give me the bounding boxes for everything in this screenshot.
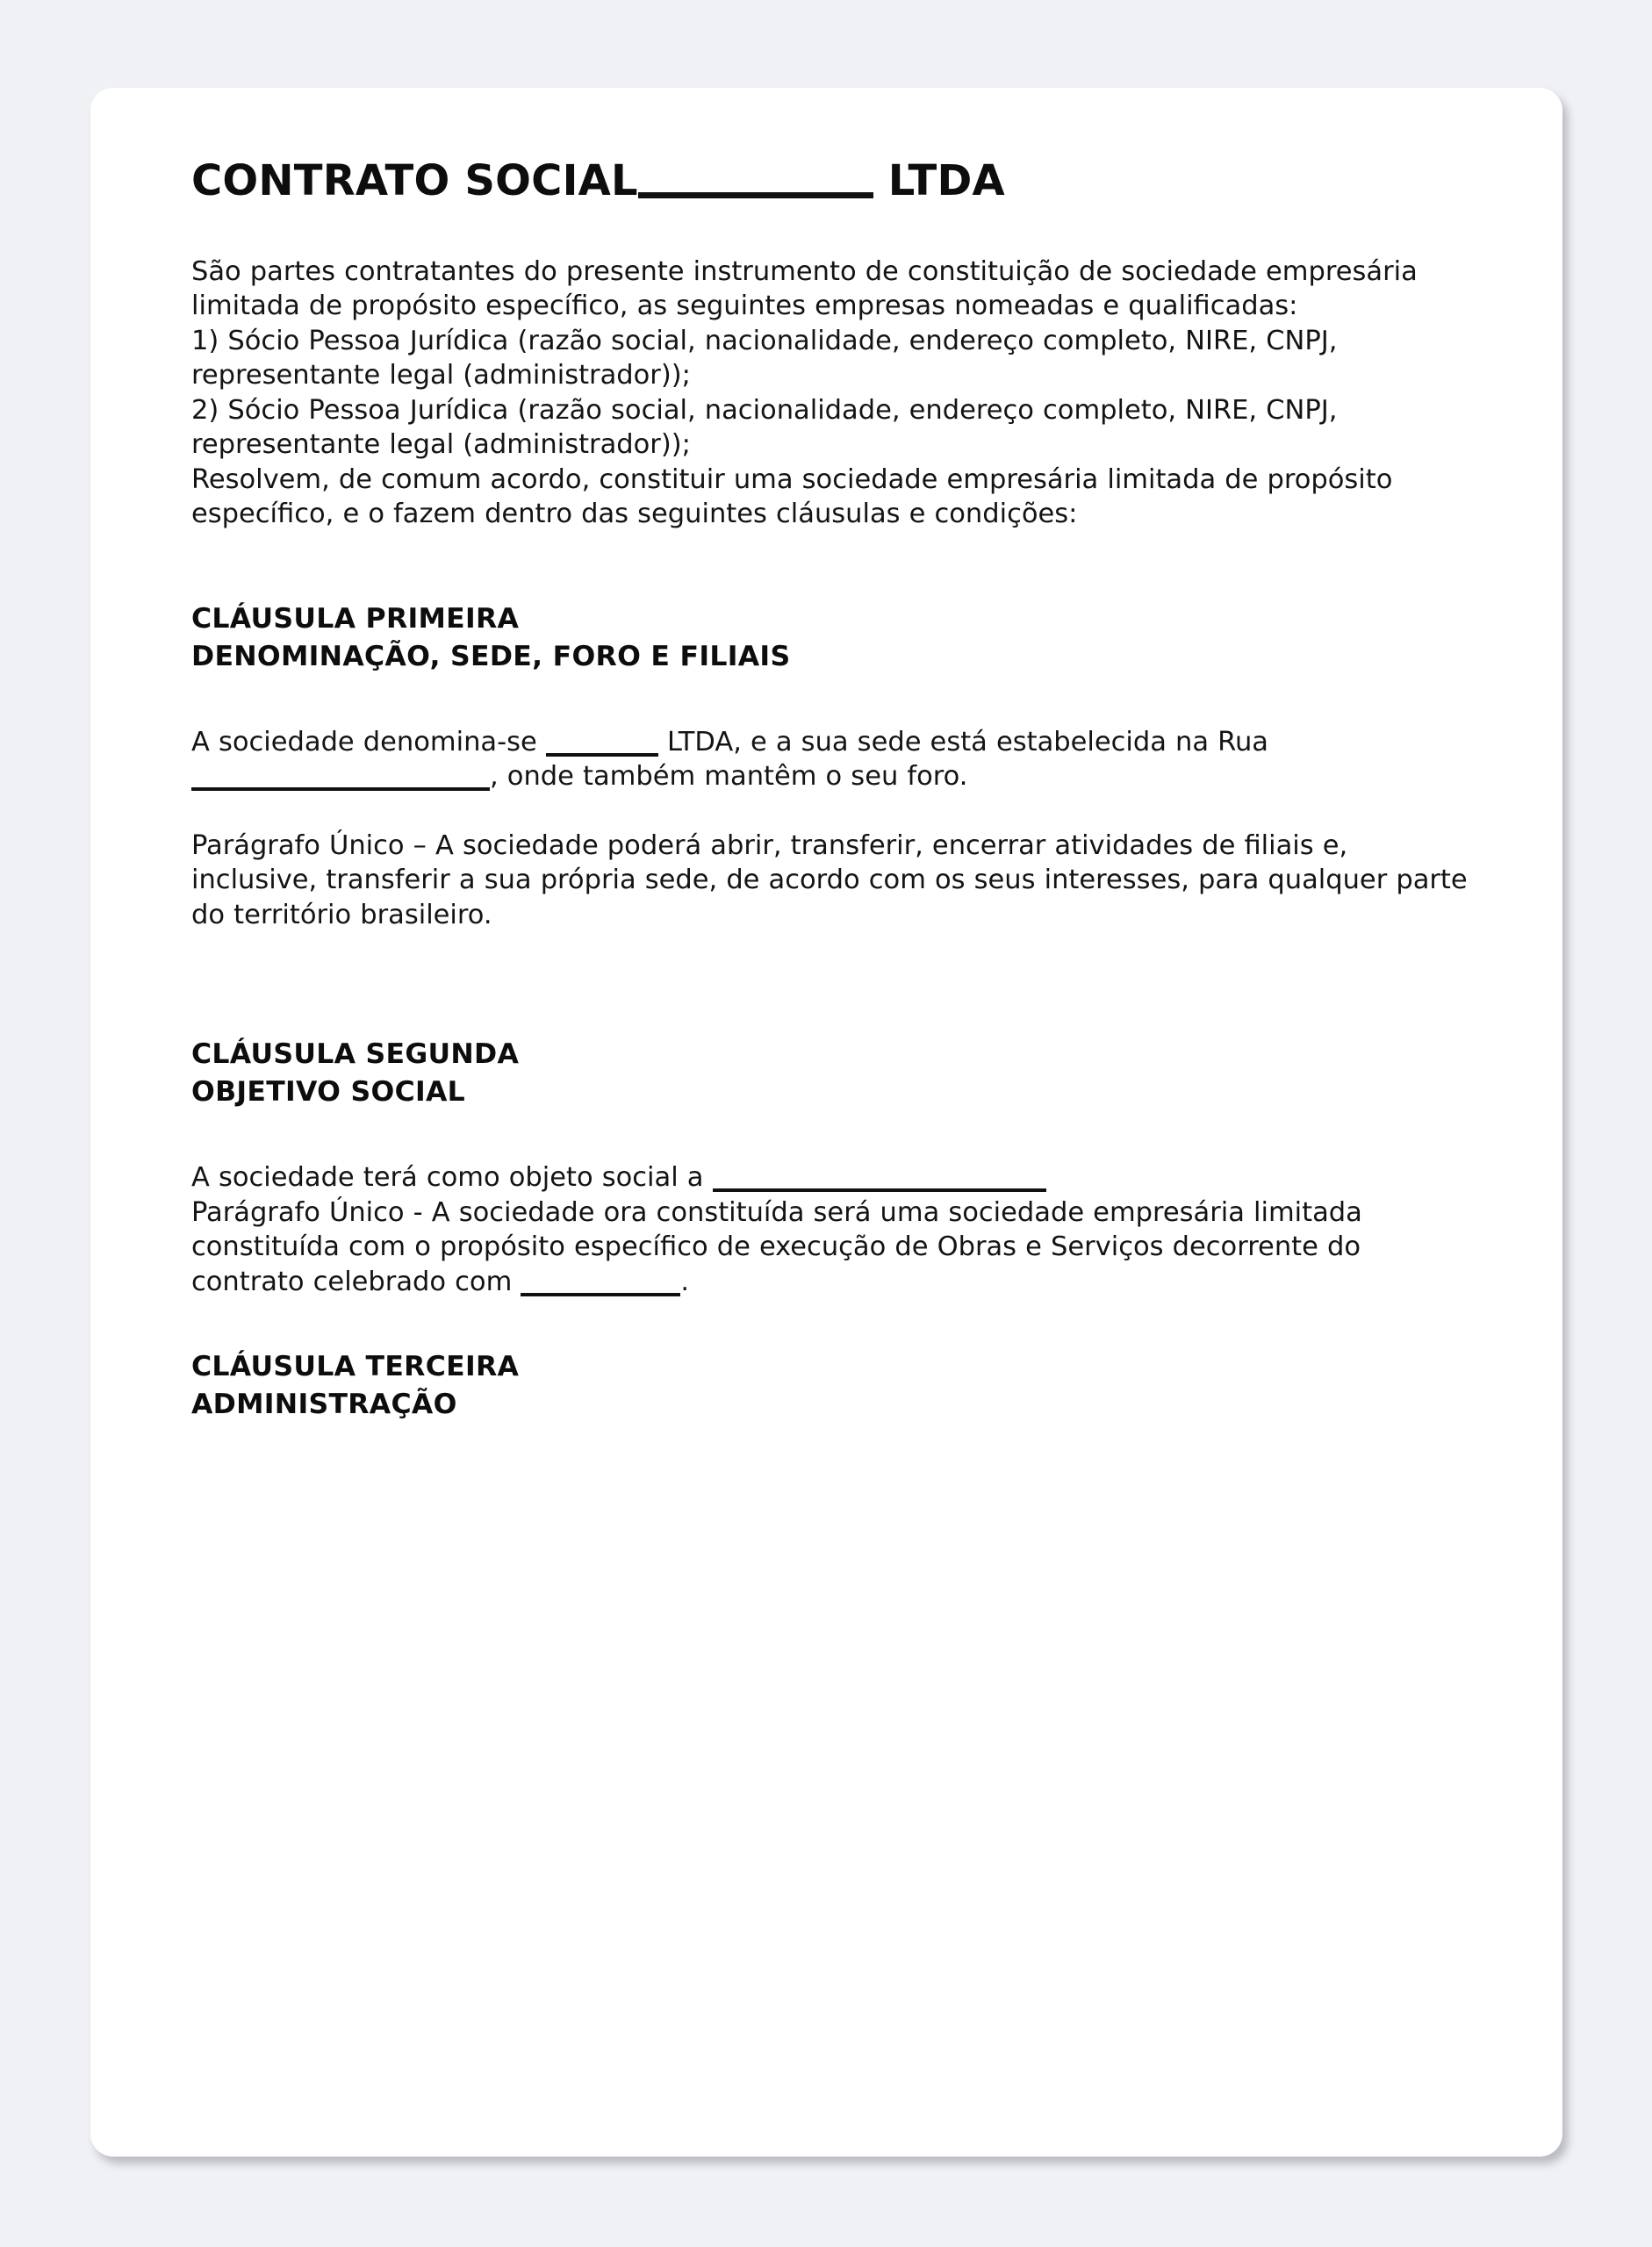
clause-2-text-b: Parágrafo Único - A sociedade ora constituída será uma sociedade empresária limitada constituída com o propósito específico de execução de Obras e Serviços decorrente do contrato celebrado com <box>191 1196 1362 1297</box>
preamble-paragraph-resolution: Resolvem, de comum acordo, constituir uma sociedade empresária limitada de propósito específico, e o fazem dentro das seguintes cláusulas e condições: <box>191 463 1393 530</box>
clause-2-text-period: . <box>680 1266 690 1297</box>
spacer <box>191 532 1469 600</box>
clause-2-subject: OBJETIVO SOCIAL <box>191 1076 466 1109</box>
objeto-social-blank-rule <box>713 1188 1046 1192</box>
preamble-paragraph-intro: São partes contratantes do presente instrumento de constituição de sociedade empresária limitada de propósito específico, as seguintes empresas nomeadas e qualificadas: <box>191 255 1418 322</box>
contract-party-blank-rule <box>521 1293 680 1296</box>
spacer <box>191 1299 1469 1348</box>
clause-1-paragraph-unico: Parágrafo Único – A sociedade poderá abrir, transferir, encerrar atividades de filiais e, inclusive, transferir a sua própria sede, de acordo com os seus interesses, para qualquer parte do território brasileiro. <box>191 829 1468 930</box>
clause-2-text-a: A sociedade terá como objeto social a <box>191 1162 704 1194</box>
clause-1-text-a: A sociedade denomina-se <box>191 726 537 757</box>
clause-1-paragraph-1 <box>191 725 1469 794</box>
contract-party-blank-wrap <box>521 1267 689 1297</box>
title-blank-rule <box>638 192 873 198</box>
clause-3-number: CLÁUSULA TERCEIRA <box>191 1351 520 1383</box>
page-title-suffix: LTDA <box>887 156 1005 205</box>
preamble-partner-1: 1) Sócio Pessoa Jurídica (razão social, nacionalidade, endereço completo, NIRE, CNPJ, representante legal (administrador)); <box>191 325 1338 391</box>
spacer <box>191 932 1469 1036</box>
clause-3-subject: ADMINISTRAÇÃO <box>191 1389 457 1421</box>
document-body <box>191 158 1469 1424</box>
address-blank-rule <box>191 787 490 791</box>
clause-2-paragraph-1 <box>191 1160 1469 1195</box>
clause-1-text-b: LTDA, e a sua sede está estabelecida na Rua <box>667 726 1268 757</box>
spacer <box>191 794 1469 829</box>
clause-1-text-c: , onde também mantêm o seu foro. <box>490 761 968 793</box>
spacer <box>191 1111 1469 1160</box>
company-name-blank-rule <box>546 753 658 757</box>
page-title-prefix: CONTRATO SOCIAL <box>191 156 638 205</box>
preamble-partner-2: 2) Sócio Pessoa Jurídica (razão social, nacionalidade, endereço completo, NIRE, CNPJ, representante legal (administrador)); <box>191 394 1338 461</box>
spacer <box>191 676 1469 725</box>
clause-1-number: CLÁUSULA PRIMEIRA <box>191 602 520 635</box>
clause-1-subject: DENOMINAÇÃO, SEDE, FORO E FILIAIS <box>191 640 791 672</box>
page-title <box>191 158 1469 205</box>
clause-2-paragraph-unico <box>191 1195 1469 1300</box>
clause-2-number: CLÁUSULA SEGUNDA <box>191 1038 520 1071</box>
document-card <box>90 88 1562 2157</box>
